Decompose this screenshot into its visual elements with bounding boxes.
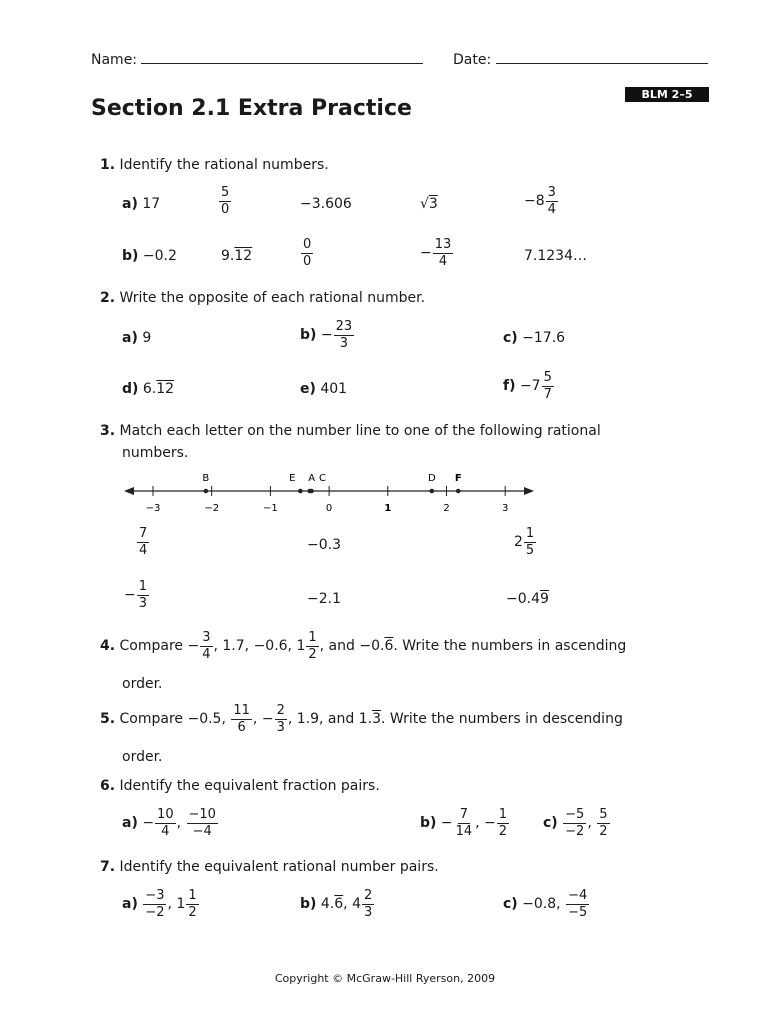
point-label-b: B <box>202 473 210 484</box>
q3-r3: 2 $\frac{1}{5}$ <box>514 526 535 558</box>
q6-c: c) $\frac{-5}{-2}$ , $\frac{5}{2}$ <box>543 807 608 839</box>
copyright-footer: Copyright © McGraw-Hill Ryerson, 2009 <box>274 972 496 985</box>
q1-b2: 9.12 <box>221 248 253 264</box>
point-label-a: A <box>308 473 316 484</box>
tick-label: 2 <box>443 503 450 514</box>
q1-b3: $\frac{0}{0}$ <box>303 237 312 269</box>
q3-r4: − $\frac{1}{3}$ <box>124 579 148 611</box>
point-f <box>456 489 461 494</box>
point-label-e: E <box>289 473 296 484</box>
q2-e: e) 401 <box>300 381 348 397</box>
q1-a5: −8 $\frac{3}{4}$ <box>524 185 556 217</box>
point-c <box>309 489 314 494</box>
q2-f: f) −7 $\frac{5}{7}$ <box>503 370 552 402</box>
question-1: 1. Identify the rational numbers. <box>100 157 329 173</box>
q3-r5: −2.1 <box>307 591 341 607</box>
q2-b: b) − $\frac{23}{3}$ <box>300 319 353 351</box>
question-4-cont: order. <box>122 676 163 692</box>
name-field[interactable] <box>91 51 423 68</box>
point-label-c: C <box>318 473 326 484</box>
q1-a3: −3.606 <box>300 196 352 212</box>
q1-a-label: a) 17 <box>122 196 161 212</box>
q3-r1: $\frac{7}{4}$ <box>139 526 148 558</box>
tick-label: −1 <box>263 503 278 514</box>
q1-b-label: b) −0.2 <box>122 248 177 264</box>
q6-b: b) − $\frac{7}{14}$ , − $\frac{1}{2}$ <box>420 807 508 839</box>
left-arrow-icon <box>124 487 134 495</box>
question-3-cont: numbers. <box>122 445 189 461</box>
date-blank[interactable] <box>496 51 708 64</box>
tick-label: 3 <box>502 503 509 514</box>
q6-a: a) − $\frac{10}{4}$ , $\frac{-10}{-4}$ <box>122 807 216 839</box>
q3-r2: −0.3 <box>307 537 341 553</box>
question-5-cont: order. <box>122 749 163 765</box>
number-line <box>120 466 540 516</box>
question-3: 3. Match each letter on the number line to one of the following rational <box>100 423 601 439</box>
q1-b5: 7.1234… <box>524 248 587 264</box>
point-e <box>298 489 303 494</box>
q2-c: c) −17.6 <box>503 330 566 346</box>
q7-c: c) −0.8, $\frac{-4}{-5}$ <box>503 888 588 920</box>
date-label: Date: <box>453 52 492 68</box>
q1-a4: √3 <box>420 196 438 212</box>
question-2: 2. Write the opposite of each rational number. <box>100 290 426 306</box>
point-d <box>430 489 435 494</box>
q2-d: d) 6.12 <box>122 381 175 397</box>
point-label-f: F <box>454 473 462 484</box>
question-5: 5. Compare −0.5, $\frac{11}{6}$ , − $\frac{2}{3}$ , 1.9, and 1.3. Write the numbers in descending <box>100 703 623 735</box>
point-b <box>204 489 209 494</box>
tick-label: 1 <box>384 503 392 514</box>
q1-a2: $\frac{5}{0}$ <box>221 185 230 217</box>
q3-r6: −0.49 <box>506 591 549 607</box>
question-6: 6. Identify the equivalent fraction pairs. <box>100 778 380 794</box>
q2-a: a) 9 <box>122 330 152 346</box>
question-7: 7. Identify the equivalent rational number pairs. <box>100 859 439 875</box>
q7-b: b) 4.6, 4 $\frac{2}{3}$ <box>300 888 373 920</box>
q1-b4: − $\frac{13}{4}$ <box>420 237 452 269</box>
question-4: 4. Compare − $\frac{3}{4}$ , 1.7, −0.6, 1 $\frac{1}{2}$ , and −0.6. Write the numbers in ascending <box>100 630 627 662</box>
tick-label: 0 <box>325 503 333 514</box>
point-label-d: D <box>427 473 436 484</box>
q7-a: a) $\frac{-3}{-2}$ , 1 $\frac{1}{2}$ <box>122 888 197 920</box>
name-blank[interactable] <box>141 51 423 64</box>
right-arrow-icon <box>524 487 534 495</box>
date-field[interactable] <box>453 51 708 68</box>
tick-label: −3 <box>145 503 161 514</box>
page-title: Section 2.1 Extra Practice <box>91 96 412 121</box>
tick-label: −2 <box>204 503 220 514</box>
blm-badge: BLM 2–5 <box>625 87 709 102</box>
name-label: Name: <box>91 52 138 68</box>
